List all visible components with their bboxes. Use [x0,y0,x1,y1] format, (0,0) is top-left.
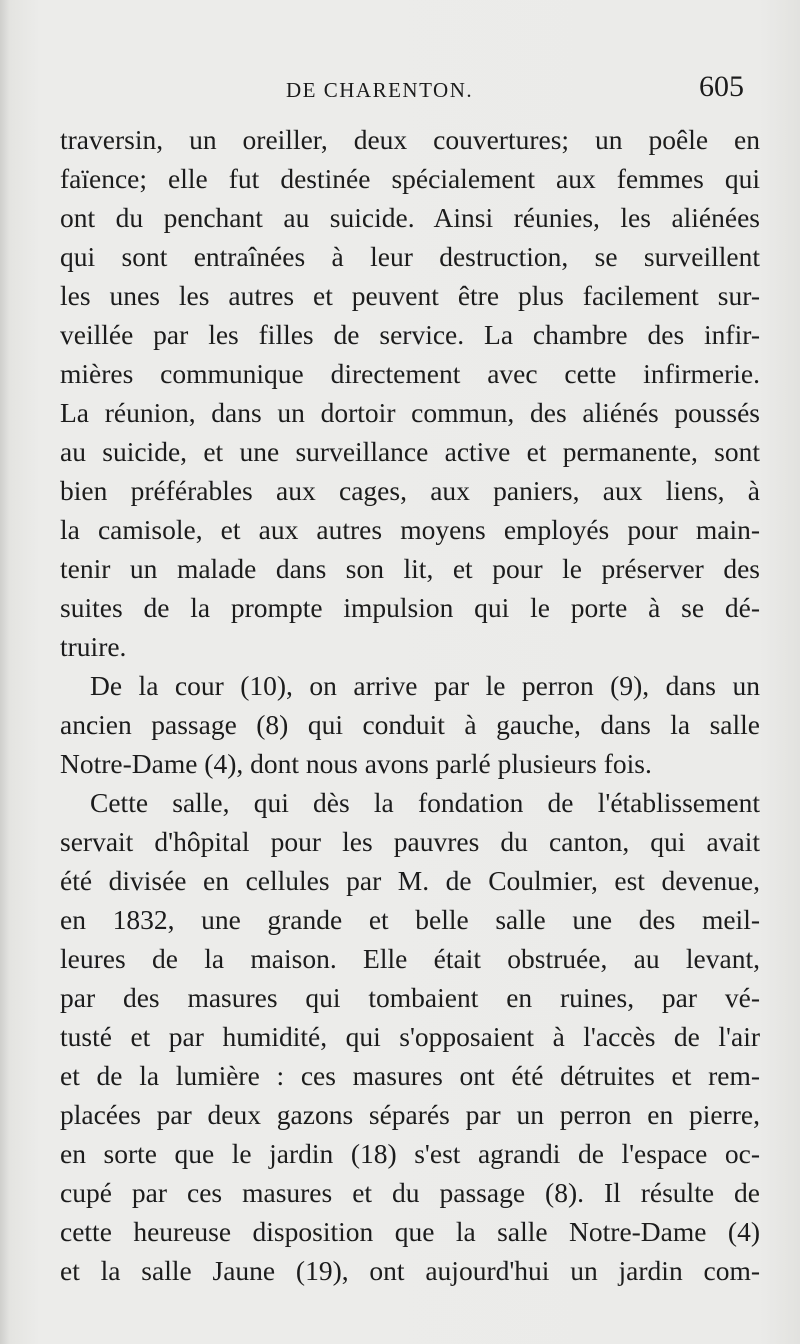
text-line: les unes les autres et peuvent être plus facilement sur- [60,280,760,311]
text-line: traversin, un oreiller, deux couvertures; un poêle en [60,124,760,155]
text-line: en 1832, une grande et belle salle une des meil- [60,904,760,935]
text-line: et de la lumière : ces masures ont été détruites et rem- [60,1060,760,1091]
text-line: De la cour (10), on arrive par le perron (9), dans un [90,670,760,701]
text-line: mières communique directement avec cette infirmerie. [60,358,760,389]
text-line: la camisole, et aux autres moyens employés pour main- [60,514,760,545]
text-line: leures de la maison. Elle était obstruée, au levant, [60,943,760,974]
page-number: 605 [699,70,744,103]
text-line: tusté et par humidité, qui s'opposaient à l'accès de l'air [60,1021,760,1052]
text-line: servait d'hôpital pour les pauvres du canton, qui avait [60,826,760,857]
text-line: cette heureuse disposition que la salle Notre-Dame (4) [60,1216,760,1247]
body-text [60,120,760,1290]
text-line: au suicide, et une surveillance active et permanente, sont [60,436,760,467]
text-line: faïence; elle fut destinée spécialement aux femmes qui [60,163,760,194]
text-line: ancien passage (8) qui conduit à gauche, dans la salle [60,709,760,740]
page-header [56,70,744,110]
text-line: été divisée en cellules par M. de Coulmier, est devenue, [60,865,760,896]
text-line: tenir un malade dans son lit, et pour le préserver des [60,553,760,584]
text-line: placées par deux gazons séparés par un perron en pierre, [60,1099,760,1130]
text-line: veillée par les filles de service. La chambre des infir- [60,319,760,350]
text-line: par des masures qui tombaient en ruines, par vé- [60,982,760,1013]
text-line: ont du penchant au suicide. Ainsi réunies, les aliénées [60,202,760,233]
text-line: cupé par ces masures et du passage (8). Il résulte de [60,1177,760,1208]
text-line: La réunion, dans un dortoir commun, des aliénés poussés [60,397,760,428]
text-line: en sorte que le jardin (18) s'est agrandi de l'espace oc- [60,1138,760,1169]
text-line: qui sont entraînées à leur destruction, se surveillent [60,241,760,272]
text-line: bien préférables aux cages, aux paniers, aux liens, à [60,475,760,506]
text-line: truire. [60,631,127,662]
running-head: DE CHARENTON. [286,78,474,102]
text-line: et la salle Jaune (19), ont aujourd'hui un jardin com- [60,1255,760,1286]
text-line: suites de la prompte impulsion qui le porte à se dé- [60,592,760,623]
text-line: Cette salle, qui dès la fondation de l'établissement [90,787,760,818]
text-line: Notre-Dame (4), dont nous avons parlé plusieurs fois. [60,748,652,779]
